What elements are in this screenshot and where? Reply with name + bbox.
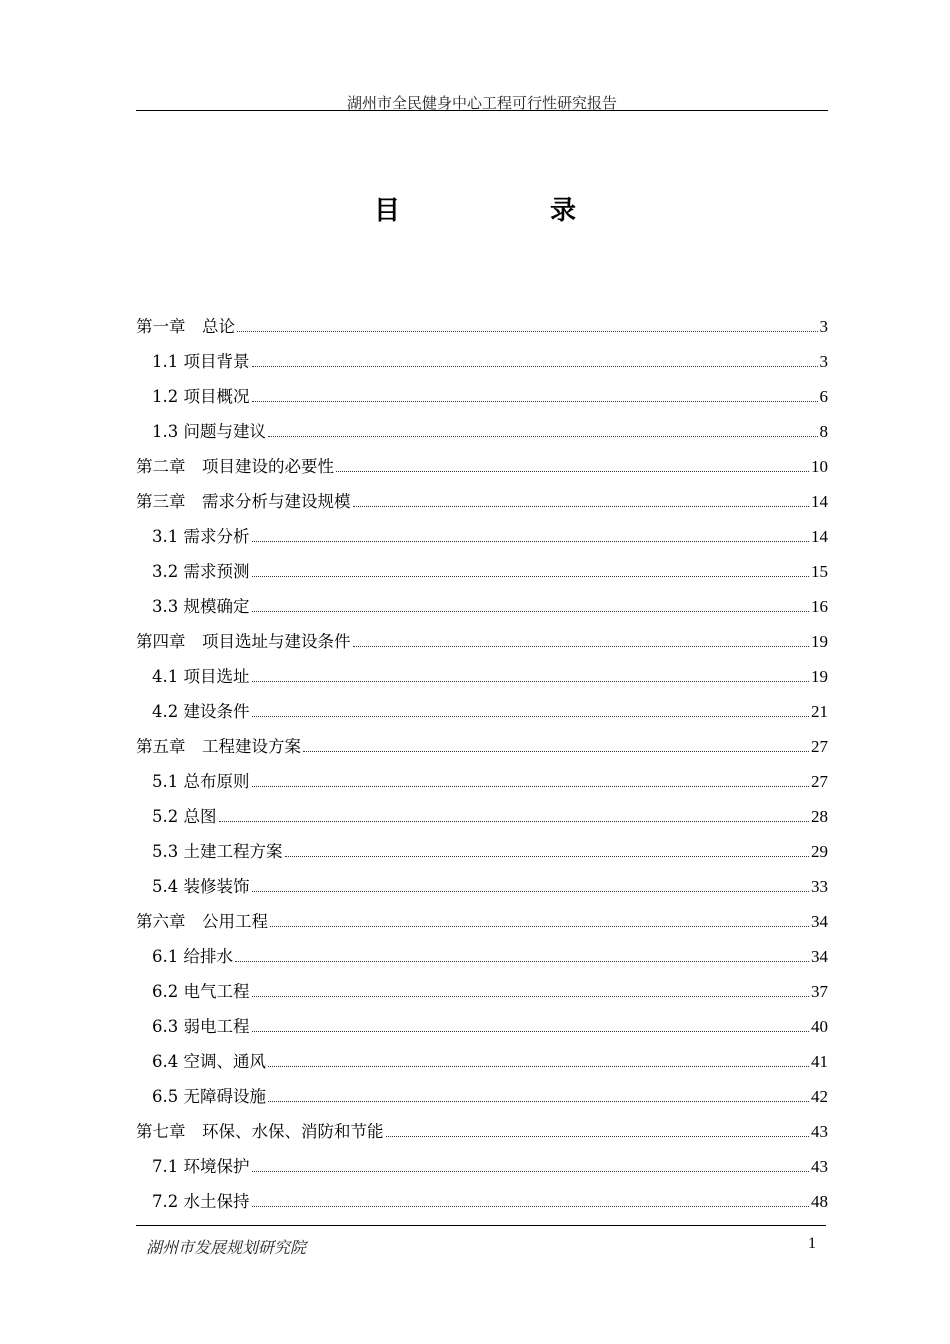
running-header-title: 湖州市全民健身中心工程可行性研究报告 — [346, 94, 617, 112]
toc-chapter-entry[interactable] — [136, 1118, 828, 1153]
toc-entry-label: 第三章 需求分析与建设规模 — [136, 492, 351, 511]
toc-entry-page: 37 — [811, 982, 828, 1001]
toc-entry-page: 19 — [811, 667, 828, 686]
toc-section-entry[interactable] — [136, 1083, 828, 1118]
toc-dot-leader — [268, 1066, 809, 1067]
toc-entry-page: 34 — [811, 912, 828, 931]
toc-entry-page: 16 — [811, 597, 828, 616]
toc-entry-label: 7.2 水土保持 — [152, 1192, 250, 1211]
header-rule — [136, 110, 828, 111]
toc-entry-label: 1.1 项目背景 — [152, 352, 250, 371]
toc-chapter-entry[interactable] — [136, 313, 828, 348]
toc-dot-leader — [252, 576, 810, 577]
toc-entry-label: 4.1 项目选址 — [152, 667, 250, 686]
toc-entry-label: 6.5 无障碍设施 — [152, 1087, 266, 1106]
toc-dot-leader — [252, 1171, 810, 1172]
toc-section-entry[interactable] — [136, 803, 828, 838]
toc-entry-page: 42 — [811, 1087, 828, 1106]
toc-section-entry[interactable] — [136, 698, 828, 733]
toc-entry-label: 3.2 需求预测 — [152, 562, 250, 581]
toc-entry-page: 14 — [811, 492, 828, 511]
toc-entry-page: 27 — [811, 772, 828, 791]
toc-entry-label: 6.3 弱电工程 — [152, 1017, 250, 1036]
toc-dot-leader — [252, 891, 810, 892]
toc-section-entry[interactable] — [136, 348, 828, 383]
toc-dot-leader — [268, 436, 818, 437]
toc-entry-label: 6.1 给排水 — [152, 947, 233, 966]
toc-entry-page: 28 — [811, 807, 828, 826]
toc-dot-leader — [235, 961, 809, 962]
toc-entry-page: 10 — [811, 457, 828, 476]
toc-entry-label: 1.3 问题与建议 — [152, 422, 266, 441]
toc-section-entry[interactable] — [136, 1153, 828, 1188]
toc-entry-label: 第七章 环保、水保、消防和节能 — [136, 1122, 384, 1141]
toc-section-entry[interactable] — [136, 978, 828, 1013]
toc-dot-leader — [252, 401, 818, 402]
toc-dot-leader — [252, 541, 810, 542]
toc-dot-leader — [252, 786, 810, 787]
toc-dot-leader — [285, 856, 810, 857]
toc-entry-label: 6.2 电气工程 — [152, 982, 250, 1001]
toc-section-entry[interactable] — [136, 1013, 828, 1048]
toc-entry-label: 第一章 总论 — [136, 317, 235, 336]
toc-section-entry[interactable] — [136, 383, 828, 418]
toc-entry-label: 5.3 土建工程方案 — [152, 842, 283, 861]
toc-entry-page: 43 — [811, 1157, 828, 1176]
toc-entry-label: 1.2 项目概况 — [152, 387, 250, 406]
footer-organization: 湖州市发展规划研究院 — [146, 1238, 307, 1257]
toc-chapter-entry[interactable] — [136, 488, 828, 523]
toc-section-entry[interactable] — [136, 838, 828, 873]
toc-dot-leader — [252, 1206, 810, 1207]
toc-section-entry[interactable] — [136, 663, 828, 698]
toc-section-entry[interactable] — [136, 1048, 828, 1083]
toc-dot-leader — [252, 1031, 810, 1032]
toc-entry-page: 21 — [811, 702, 828, 721]
toc-entry-label: 5.2 总图 — [152, 807, 217, 826]
toc-entry-page: 33 — [811, 877, 828, 896]
toc-entry-label: 5.4 装修装饰 — [152, 877, 250, 896]
toc-entry-page: 41 — [811, 1052, 828, 1071]
toc-entry-label: 7.1 环境保护 — [152, 1157, 250, 1176]
toc-entry-label: 3.3 规模确定 — [152, 597, 250, 616]
toc-entry-label: 4.2 建设条件 — [152, 702, 250, 721]
toc-title-char-1: 目 — [373, 196, 400, 226]
toc-entry-page: 34 — [811, 947, 828, 966]
toc-dot-leader — [336, 471, 809, 472]
toc-dot-leader — [252, 366, 818, 367]
toc-entry-label: 第五章 工程建设方案 — [136, 737, 301, 756]
toc-dot-leader — [386, 1136, 810, 1137]
toc-entry-page: 14 — [811, 527, 828, 546]
toc-entry-label: 第六章 公用工程 — [136, 912, 268, 931]
toc-dot-leader — [252, 611, 810, 612]
footer-rule — [136, 1225, 826, 1226]
toc-entry-page: 3 — [819, 352, 828, 371]
toc-dot-leader — [252, 996, 810, 997]
toc-dot-leader — [268, 1101, 809, 1102]
toc-section-entry[interactable] — [136, 943, 828, 978]
toc-entry-page: 29 — [811, 842, 828, 861]
toc-dot-leader — [303, 751, 809, 752]
table-of-contents — [136, 313, 828, 1223]
toc-entry-label: 6.4 空调、通风 — [152, 1052, 266, 1071]
toc-section-entry[interactable] — [136, 768, 828, 803]
toc-entry-label: 第四章 项目选址与建设条件 — [136, 632, 351, 651]
toc-entry-page: 3 — [819, 317, 828, 336]
toc-dot-leader — [252, 716, 810, 717]
toc-dot-leader — [219, 821, 810, 822]
toc-entry-page: 15 — [811, 562, 828, 581]
toc-dot-leader — [252, 681, 810, 682]
toc-entry-page: 48 — [811, 1192, 828, 1211]
toc-title — [0, 190, 950, 227]
toc-entry-label: 3.1 需求分析 — [152, 527, 250, 546]
toc-entry-page: 27 — [811, 737, 828, 756]
toc-section-entry[interactable] — [136, 558, 828, 593]
toc-entry-page: 19 — [811, 632, 828, 651]
toc-dot-leader — [270, 926, 809, 927]
toc-chapter-entry[interactable] — [136, 908, 828, 943]
toc-section-entry[interactable] — [136, 593, 828, 628]
toc-chapter-entry[interactable] — [136, 453, 828, 488]
toc-section-entry[interactable] — [136, 418, 828, 453]
toc-entry-page: 6 — [819, 387, 828, 406]
toc-entry-page: 40 — [811, 1017, 828, 1036]
toc-entry-label: 第二章 项目建设的必要性 — [136, 457, 334, 476]
toc-dot-leader — [237, 331, 818, 332]
toc-title-char-2: 录 — [550, 196, 577, 226]
toc-chapter-entry[interactable] — [136, 733, 828, 768]
toc-entry-page: 43 — [811, 1122, 828, 1141]
toc-dot-leader — [353, 646, 810, 647]
toc-section-entry[interactable] — [136, 1188, 828, 1223]
footer-page-number: 1 — [808, 1235, 816, 1252]
toc-section-entry[interactable] — [136, 523, 828, 558]
toc-entry-label: 5.1 总布原则 — [152, 772, 250, 791]
toc-chapter-entry[interactable] — [136, 628, 828, 663]
toc-dot-leader — [353, 506, 810, 507]
toc-entry-page: 8 — [819, 422, 828, 441]
toc-section-entry[interactable] — [136, 873, 828, 908]
